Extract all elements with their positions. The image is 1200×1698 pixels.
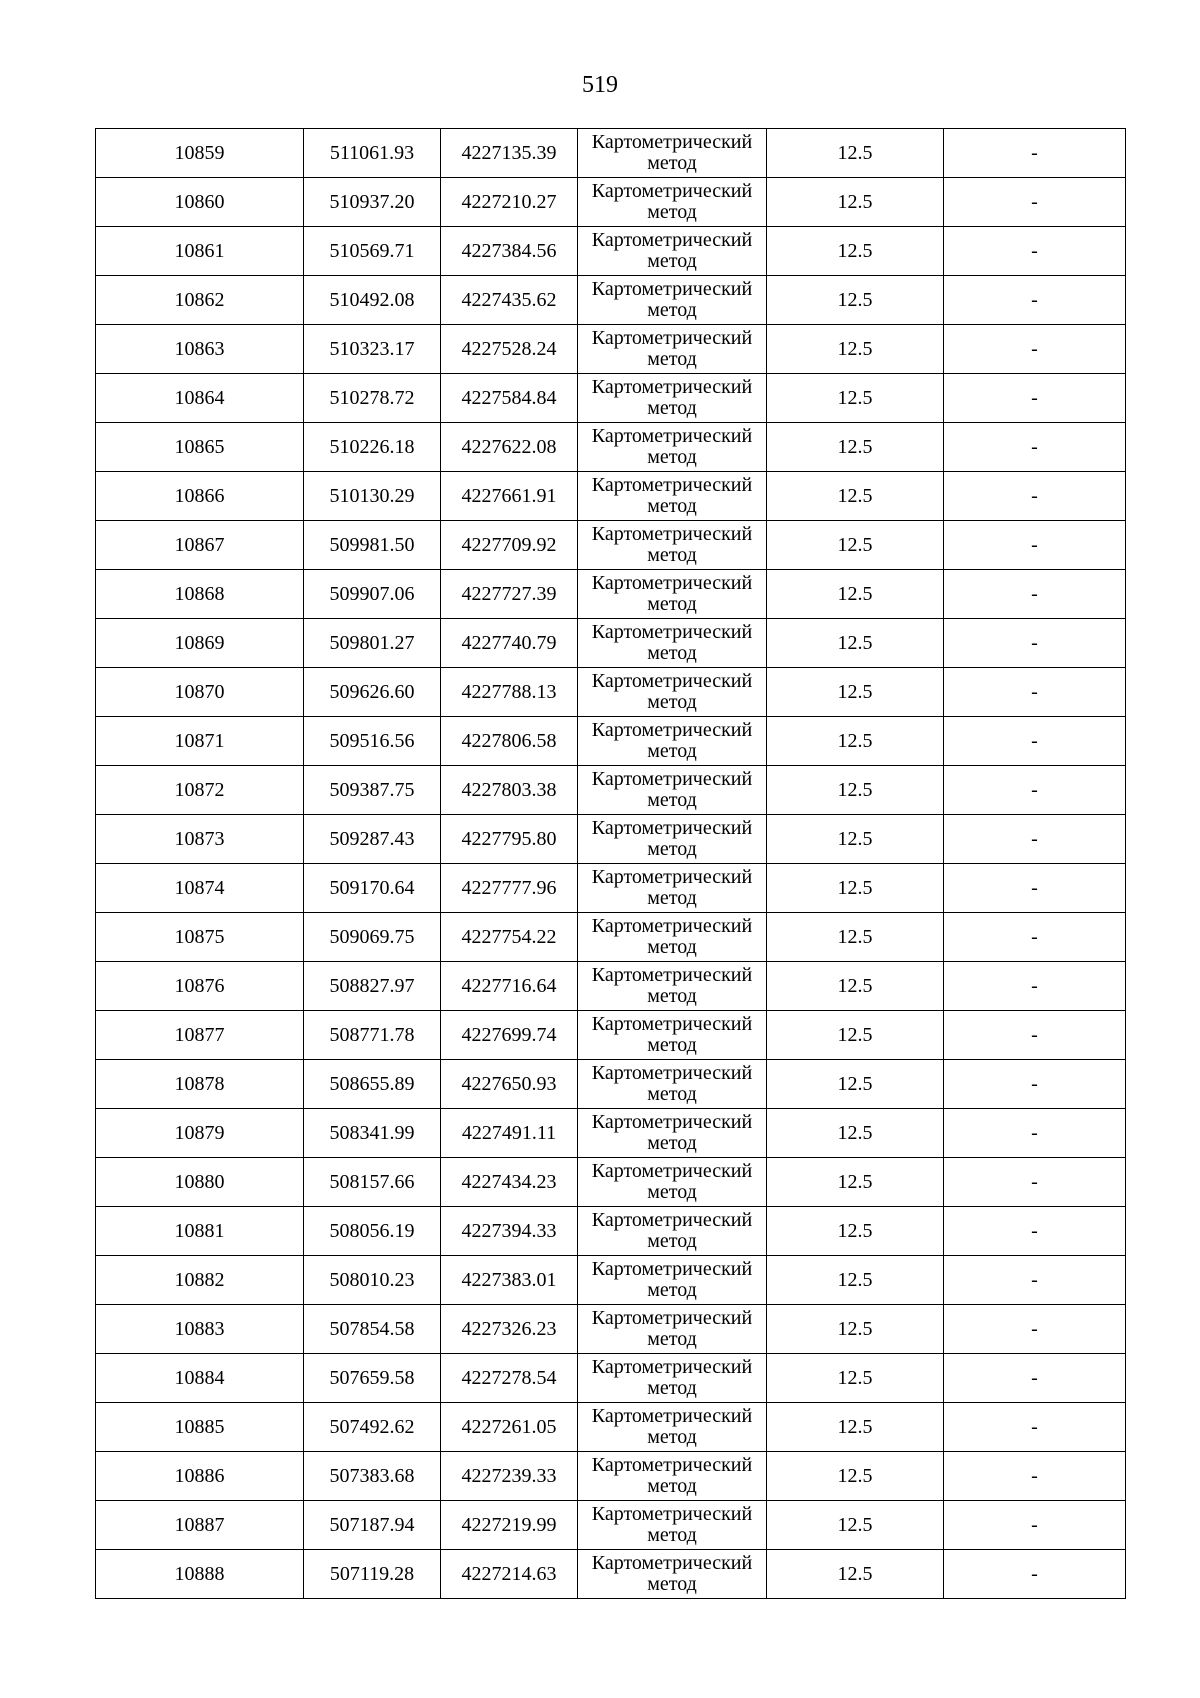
method-cell xyxy=(578,619,767,668)
method-cell xyxy=(578,472,767,521)
method-line-1: Картометрический xyxy=(591,278,753,300)
description-cell: - xyxy=(944,913,1126,962)
point-number-cell: 10883 xyxy=(96,1305,304,1354)
point-number-cell: 10885 xyxy=(96,1403,304,1452)
point-number-cell: 10877 xyxy=(96,1011,304,1060)
y-coordinate-cell: 4227326.23 xyxy=(441,1305,578,1354)
y-coordinate-cell: 4227528.24 xyxy=(441,325,578,374)
method-line-1: Картометрический xyxy=(591,1209,753,1231)
method-cell xyxy=(578,423,767,472)
method-line-1: Картометрический xyxy=(591,572,753,594)
y-coordinate-cell: 4227278.54 xyxy=(441,1354,578,1403)
method-cell xyxy=(578,1158,767,1207)
method-line-2: метод xyxy=(647,936,697,958)
accuracy-cell: 12.5 xyxy=(767,864,944,913)
method-line-2: метод xyxy=(647,1083,697,1105)
method-line-2: метод xyxy=(647,544,697,566)
x-coordinate-cell: 511061.93 xyxy=(304,129,441,178)
accuracy-cell: 12.5 xyxy=(767,1158,944,1207)
method-cell xyxy=(578,1452,767,1501)
point-number-cell: 10887 xyxy=(96,1501,304,1550)
description-cell: - xyxy=(944,1109,1126,1158)
method-cell xyxy=(578,570,767,619)
method-line-2: метод xyxy=(647,1328,697,1350)
accuracy-cell: 12.5 xyxy=(767,668,944,717)
method-line-2: метод xyxy=(647,1377,697,1399)
accuracy-cell: 12.5 xyxy=(767,472,944,521)
method-cell xyxy=(578,1354,767,1403)
point-number-cell: 10876 xyxy=(96,962,304,1011)
accuracy-cell: 12.5 xyxy=(767,1550,944,1599)
accuracy-cell: 12.5 xyxy=(767,374,944,423)
method-line-1: Картометрический xyxy=(591,376,753,398)
point-number-cell: 10881 xyxy=(96,1207,304,1256)
table-row xyxy=(96,521,1126,570)
method-cell xyxy=(578,1550,767,1599)
accuracy-cell: 12.5 xyxy=(767,913,944,962)
table-row xyxy=(96,1256,1126,1305)
y-coordinate-cell: 4227650.93 xyxy=(441,1060,578,1109)
method-line-1: Картометрический xyxy=(591,474,753,496)
description-cell: - xyxy=(944,1403,1126,1452)
table-row xyxy=(96,129,1126,178)
method-line-1: Картометрический xyxy=(591,866,753,888)
y-coordinate-cell: 4227383.01 xyxy=(441,1256,578,1305)
method-cell xyxy=(578,129,767,178)
method-line-1: Картометрический xyxy=(591,523,753,545)
table-row xyxy=(96,1011,1126,1060)
method-cell xyxy=(578,374,767,423)
accuracy-cell: 12.5 xyxy=(767,766,944,815)
table-row xyxy=(96,1501,1126,1550)
method-line-2: метод xyxy=(647,887,697,909)
description-cell: - xyxy=(944,1060,1126,1109)
y-coordinate-cell: 4227754.22 xyxy=(441,913,578,962)
method-line-1: Картометрический xyxy=(591,180,753,202)
point-number-cell: 10866 xyxy=(96,472,304,521)
point-number-cell: 10863 xyxy=(96,325,304,374)
method-line-1: Картометрический xyxy=(591,1307,753,1329)
method-cell xyxy=(578,276,767,325)
method-cell xyxy=(578,325,767,374)
x-coordinate-cell: 507659.58 xyxy=(304,1354,441,1403)
accuracy-cell: 12.5 xyxy=(767,178,944,227)
method-line-1: Картометрический xyxy=(591,817,753,839)
method-cell xyxy=(578,1403,767,1452)
description-cell: - xyxy=(944,521,1126,570)
method-line-1: Картометрический xyxy=(591,670,753,692)
method-line-2: метод xyxy=(647,397,697,419)
method-cell xyxy=(578,1207,767,1256)
x-coordinate-cell: 509981.50 xyxy=(304,521,441,570)
method-line-1: Картометрический xyxy=(591,621,753,643)
method-line-2: метод xyxy=(647,299,697,321)
description-cell: - xyxy=(944,276,1126,325)
method-line-1: Картометрический xyxy=(591,425,753,447)
method-line-1: Картометрический xyxy=(591,1405,753,1427)
description-cell: - xyxy=(944,1011,1126,1060)
y-coordinate-cell: 4227622.08 xyxy=(441,423,578,472)
method-line-2: метод xyxy=(647,1475,697,1497)
method-line-2: метод xyxy=(647,201,697,223)
method-cell xyxy=(578,668,767,717)
y-coordinate-cell: 4227709.92 xyxy=(441,521,578,570)
accuracy-cell: 12.5 xyxy=(767,815,944,864)
x-coordinate-cell: 510937.20 xyxy=(304,178,441,227)
y-coordinate-cell: 4227584.84 xyxy=(441,374,578,423)
point-number-cell: 10861 xyxy=(96,227,304,276)
method-line-1: Картометрический xyxy=(591,229,753,251)
method-line-1: Картометрический xyxy=(591,1013,753,1035)
accuracy-cell: 12.5 xyxy=(767,1060,944,1109)
table-row xyxy=(96,1403,1126,1452)
table-row xyxy=(96,1109,1126,1158)
point-number-cell: 10872 xyxy=(96,766,304,815)
method-line-1: Картометрический xyxy=(591,964,753,986)
table-row xyxy=(96,864,1126,913)
method-line-2: метод xyxy=(647,152,697,174)
point-number-cell: 10871 xyxy=(96,717,304,766)
point-number-cell: 10870 xyxy=(96,668,304,717)
method-cell xyxy=(578,766,767,815)
method-cell xyxy=(578,227,767,276)
description-cell: - xyxy=(944,1305,1126,1354)
description-cell: - xyxy=(944,178,1126,227)
description-cell: - xyxy=(944,1256,1126,1305)
table-row xyxy=(96,1158,1126,1207)
x-coordinate-cell: 510323.17 xyxy=(304,325,441,374)
y-coordinate-cell: 4227394.33 xyxy=(441,1207,578,1256)
accuracy-cell: 12.5 xyxy=(767,521,944,570)
description-cell: - xyxy=(944,472,1126,521)
y-coordinate-cell: 4227219.99 xyxy=(441,1501,578,1550)
x-coordinate-cell: 509170.64 xyxy=(304,864,441,913)
y-coordinate-cell: 4227214.63 xyxy=(441,1550,578,1599)
accuracy-cell: 12.5 xyxy=(767,717,944,766)
x-coordinate-cell: 508010.23 xyxy=(304,1256,441,1305)
point-number-cell: 10867 xyxy=(96,521,304,570)
point-number-cell: 10880 xyxy=(96,1158,304,1207)
table-row xyxy=(96,325,1126,374)
table-row xyxy=(96,1207,1126,1256)
method-cell xyxy=(578,1256,767,1305)
method-line-1: Картометрический xyxy=(591,1503,753,1525)
method-line-2: метод xyxy=(647,446,697,468)
accuracy-cell: 12.5 xyxy=(767,619,944,668)
point-number-cell: 10888 xyxy=(96,1550,304,1599)
y-coordinate-cell: 4227716.64 xyxy=(441,962,578,1011)
method-cell xyxy=(578,1305,767,1354)
description-cell: - xyxy=(944,668,1126,717)
accuracy-cell: 12.5 xyxy=(767,1305,944,1354)
table-row xyxy=(96,1305,1126,1354)
point-number-cell: 10862 xyxy=(96,276,304,325)
y-coordinate-cell: 4227803.38 xyxy=(441,766,578,815)
x-coordinate-cell: 510130.29 xyxy=(304,472,441,521)
method-line-2: метод xyxy=(647,1524,697,1546)
table-row xyxy=(96,472,1126,521)
table-row xyxy=(96,1550,1126,1599)
table-row xyxy=(96,619,1126,668)
x-coordinate-cell: 507492.62 xyxy=(304,1403,441,1452)
description-cell: - xyxy=(944,962,1126,1011)
table-body xyxy=(96,129,1126,1599)
method-cell xyxy=(578,1060,767,1109)
coordinates-table xyxy=(95,128,1126,1599)
method-line-2: метод xyxy=(647,1034,697,1056)
accuracy-cell: 12.5 xyxy=(767,325,944,374)
y-coordinate-cell: 4227777.96 xyxy=(441,864,578,913)
y-coordinate-cell: 4227261.05 xyxy=(441,1403,578,1452)
y-coordinate-cell: 4227727.39 xyxy=(441,570,578,619)
x-coordinate-cell: 508341.99 xyxy=(304,1109,441,1158)
method-line-2: метод xyxy=(647,838,697,860)
description-cell: - xyxy=(944,1354,1126,1403)
x-coordinate-cell: 508771.78 xyxy=(304,1011,441,1060)
method-line-1: Картометрический xyxy=(591,1062,753,1084)
table-row xyxy=(96,913,1126,962)
method-line-1: Картометрический xyxy=(591,327,753,349)
method-line-2: метод xyxy=(647,740,697,762)
x-coordinate-cell: 508056.19 xyxy=(304,1207,441,1256)
point-number-cell: 10865 xyxy=(96,423,304,472)
x-coordinate-cell: 509516.56 xyxy=(304,717,441,766)
accuracy-cell: 12.5 xyxy=(767,962,944,1011)
description-cell: - xyxy=(944,815,1126,864)
description-cell: - xyxy=(944,1501,1126,1550)
point-number-cell: 10860 xyxy=(96,178,304,227)
y-coordinate-cell: 4227788.13 xyxy=(441,668,578,717)
method-line-1: Картометрический xyxy=(591,1552,753,1574)
accuracy-cell: 12.5 xyxy=(767,1011,944,1060)
description-cell: - xyxy=(944,325,1126,374)
table-row xyxy=(96,668,1126,717)
description-cell: - xyxy=(944,619,1126,668)
table-row xyxy=(96,962,1126,1011)
accuracy-cell: 12.5 xyxy=(767,276,944,325)
description-cell: - xyxy=(944,423,1126,472)
accuracy-cell: 12.5 xyxy=(767,1109,944,1158)
point-number-cell: 10878 xyxy=(96,1060,304,1109)
point-number-cell: 10879 xyxy=(96,1109,304,1158)
description-cell: - xyxy=(944,1207,1126,1256)
method-line-2: метод xyxy=(647,1573,697,1595)
method-cell xyxy=(578,962,767,1011)
method-line-2: метод xyxy=(647,789,697,811)
table-row xyxy=(96,570,1126,619)
x-coordinate-cell: 509387.75 xyxy=(304,766,441,815)
table-row xyxy=(96,1452,1126,1501)
accuracy-cell: 12.5 xyxy=(767,1354,944,1403)
method-cell xyxy=(578,913,767,962)
x-coordinate-cell: 510226.18 xyxy=(304,423,441,472)
point-number-cell: 10886 xyxy=(96,1452,304,1501)
accuracy-cell: 12.5 xyxy=(767,1207,944,1256)
method-line-2: метод xyxy=(647,348,697,370)
x-coordinate-cell: 508157.66 xyxy=(304,1158,441,1207)
description-cell: - xyxy=(944,374,1126,423)
point-number-cell: 10884 xyxy=(96,1354,304,1403)
y-coordinate-cell: 4227699.74 xyxy=(441,1011,578,1060)
method-line-2: метод xyxy=(647,691,697,713)
x-coordinate-cell: 507383.68 xyxy=(304,1452,441,1501)
x-coordinate-cell: 509801.27 xyxy=(304,619,441,668)
table-row xyxy=(96,227,1126,276)
x-coordinate-cell: 507187.94 xyxy=(304,1501,441,1550)
method-line-2: метод xyxy=(647,1230,697,1252)
table-row xyxy=(96,178,1126,227)
point-number-cell: 10882 xyxy=(96,1256,304,1305)
method-line-1: Картометрический xyxy=(591,131,753,153)
method-cell xyxy=(578,178,767,227)
method-cell xyxy=(578,1011,767,1060)
method-line-2: метод xyxy=(647,1181,697,1203)
description-cell: - xyxy=(944,570,1126,619)
y-coordinate-cell: 4227384.56 xyxy=(441,227,578,276)
point-number-cell: 10873 xyxy=(96,815,304,864)
method-line-2: метод xyxy=(647,1426,697,1448)
accuracy-cell: 12.5 xyxy=(767,227,944,276)
method-cell xyxy=(578,864,767,913)
table-row xyxy=(96,276,1126,325)
method-line-1: Картометрический xyxy=(591,1356,753,1378)
method-cell xyxy=(578,1109,767,1158)
x-coordinate-cell: 507854.58 xyxy=(304,1305,441,1354)
table-row xyxy=(96,766,1126,815)
method-line-1: Картометрический xyxy=(591,719,753,741)
x-coordinate-cell: 510278.72 xyxy=(304,374,441,423)
accuracy-cell: 12.5 xyxy=(767,129,944,178)
point-number-cell: 10864 xyxy=(96,374,304,423)
point-number-cell: 10859 xyxy=(96,129,304,178)
method-line-2: метод xyxy=(647,1279,697,1301)
point-number-cell: 10869 xyxy=(96,619,304,668)
y-coordinate-cell: 4227210.27 xyxy=(441,178,578,227)
x-coordinate-cell: 509626.60 xyxy=(304,668,441,717)
accuracy-cell: 12.5 xyxy=(767,570,944,619)
table-row xyxy=(96,815,1126,864)
description-cell: - xyxy=(944,227,1126,276)
description-cell: - xyxy=(944,717,1126,766)
x-coordinate-cell: 509069.75 xyxy=(304,913,441,962)
method-cell xyxy=(578,815,767,864)
accuracy-cell: 12.5 xyxy=(767,423,944,472)
method-line-2: метод xyxy=(647,985,697,1007)
y-coordinate-cell: 4227491.11 xyxy=(441,1109,578,1158)
description-cell: - xyxy=(944,1452,1126,1501)
accuracy-cell: 12.5 xyxy=(767,1256,944,1305)
description-cell: - xyxy=(944,864,1126,913)
description-cell: - xyxy=(944,1550,1126,1599)
y-coordinate-cell: 4227661.91 xyxy=(441,472,578,521)
method-line-2: метод xyxy=(647,593,697,615)
table-row xyxy=(96,374,1126,423)
x-coordinate-cell: 507119.28 xyxy=(304,1550,441,1599)
method-cell xyxy=(578,1501,767,1550)
table-row xyxy=(96,1060,1126,1109)
accuracy-cell: 12.5 xyxy=(767,1452,944,1501)
x-coordinate-cell: 510492.08 xyxy=(304,276,441,325)
method-line-2: метод xyxy=(647,1132,697,1154)
method-line-1: Картометрический xyxy=(591,915,753,937)
method-line-1: Картометрический xyxy=(591,1160,753,1182)
accuracy-cell: 12.5 xyxy=(767,1501,944,1550)
description-cell: - xyxy=(944,1158,1126,1207)
x-coordinate-cell: 510569.71 xyxy=(304,227,441,276)
table-row xyxy=(96,423,1126,472)
y-coordinate-cell: 4227135.39 xyxy=(441,129,578,178)
method-cell xyxy=(578,717,767,766)
method-line-2: метод xyxy=(647,250,697,272)
point-number-cell: 10868 xyxy=(96,570,304,619)
page-number: 519 xyxy=(582,72,618,98)
accuracy-cell: 12.5 xyxy=(767,1403,944,1452)
x-coordinate-cell: 508655.89 xyxy=(304,1060,441,1109)
y-coordinate-cell: 4227434.23 xyxy=(441,1158,578,1207)
y-coordinate-cell: 4227795.80 xyxy=(441,815,578,864)
x-coordinate-cell: 508827.97 xyxy=(304,962,441,1011)
point-number-cell: 10874 xyxy=(96,864,304,913)
y-coordinate-cell: 4227740.79 xyxy=(441,619,578,668)
method-cell xyxy=(578,521,767,570)
description-cell: - xyxy=(944,766,1126,815)
method-line-1: Картометрический xyxy=(591,768,753,790)
table-row xyxy=(96,717,1126,766)
x-coordinate-cell: 509287.43 xyxy=(304,815,441,864)
table-row xyxy=(96,1354,1126,1403)
y-coordinate-cell: 4227239.33 xyxy=(441,1452,578,1501)
method-line-1: Картометрический xyxy=(591,1111,753,1133)
point-number-cell: 10875 xyxy=(96,913,304,962)
y-coordinate-cell: 4227435.62 xyxy=(441,276,578,325)
method-line-2: метод xyxy=(647,495,697,517)
x-coordinate-cell: 509907.06 xyxy=(304,570,441,619)
method-line-1: Картометрический xyxy=(591,1258,753,1280)
method-line-2: метод xyxy=(647,642,697,664)
method-line-1: Картометрический xyxy=(591,1454,753,1476)
description-cell: - xyxy=(944,129,1126,178)
y-coordinate-cell: 4227806.58 xyxy=(441,717,578,766)
